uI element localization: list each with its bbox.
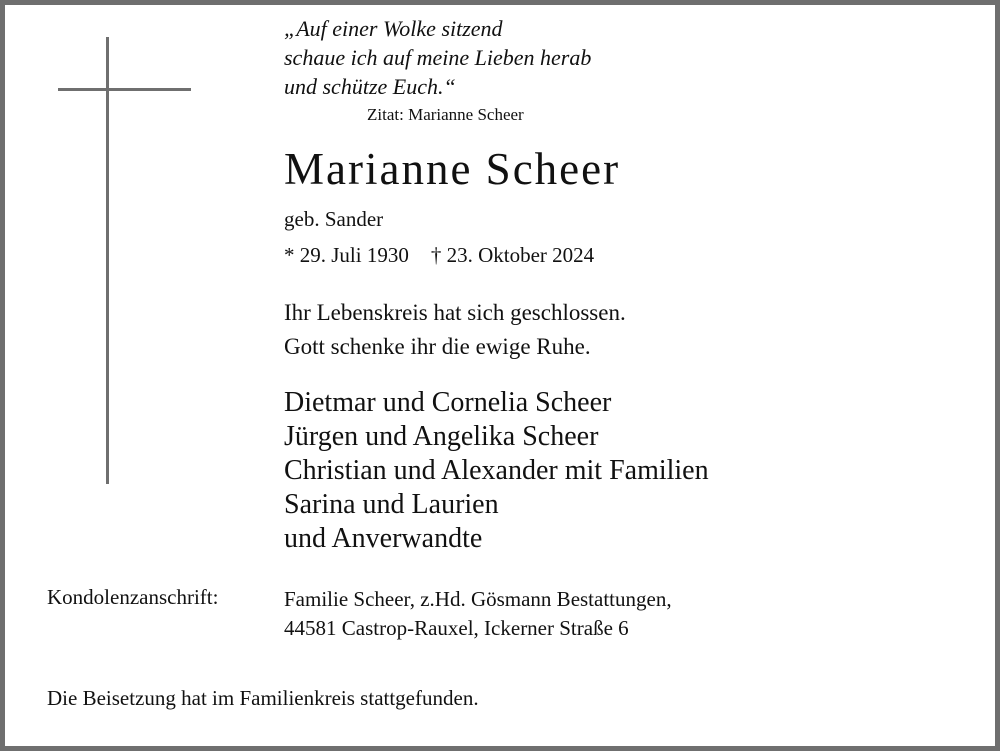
quote-line: „Auf einer Wolke sitzend xyxy=(284,16,503,41)
life-dates xyxy=(284,243,594,268)
quote-line: schaue ich auf meine Lieben herab xyxy=(284,45,592,70)
mourner: Sarina und Laurien xyxy=(284,489,499,520)
message xyxy=(284,296,626,364)
quote-line: und schütze Euch.“ xyxy=(284,74,456,99)
mourner: Christian und Alexander mit Familien xyxy=(284,455,709,486)
maiden-name: geb. Sander xyxy=(284,207,384,231)
mourner: Jürgen und Angelika Scheer xyxy=(284,421,599,452)
quote-citation: Zitat: Marianne Scheer xyxy=(367,105,524,124)
mourner: und Anverwandte xyxy=(284,523,483,554)
address-line: 44581 Castrop-Rauxel, Ickerner Straße 6 xyxy=(284,616,629,640)
message-line: Gott schenke ihr die ewige Ruhe. xyxy=(284,334,591,359)
mourners-list xyxy=(284,386,709,556)
quote xyxy=(284,14,591,101)
burial-note: Die Beisetzung hat im Familienkreis stattgefunden. xyxy=(47,686,479,710)
condolence-address xyxy=(284,585,672,643)
deceased-name: Marianne Scheer xyxy=(284,144,621,194)
message-line: Ihr Lebenskreis hat sich geschlossen. xyxy=(284,300,626,325)
mourner: Dietmar und Cornelia Scheer xyxy=(284,387,612,418)
birth-date: * 29. Juli 1930 xyxy=(284,243,409,267)
cross-horizontal-bar xyxy=(58,88,191,91)
death-date: † 23. Oktober 2024 xyxy=(430,243,595,267)
address-line: Familie Scheer, z.Hd. Gösmann Bestattungen, xyxy=(284,587,672,611)
cross-vertical-bar xyxy=(106,37,109,484)
condolence-label: Kondolenzanschrift: xyxy=(47,585,219,609)
